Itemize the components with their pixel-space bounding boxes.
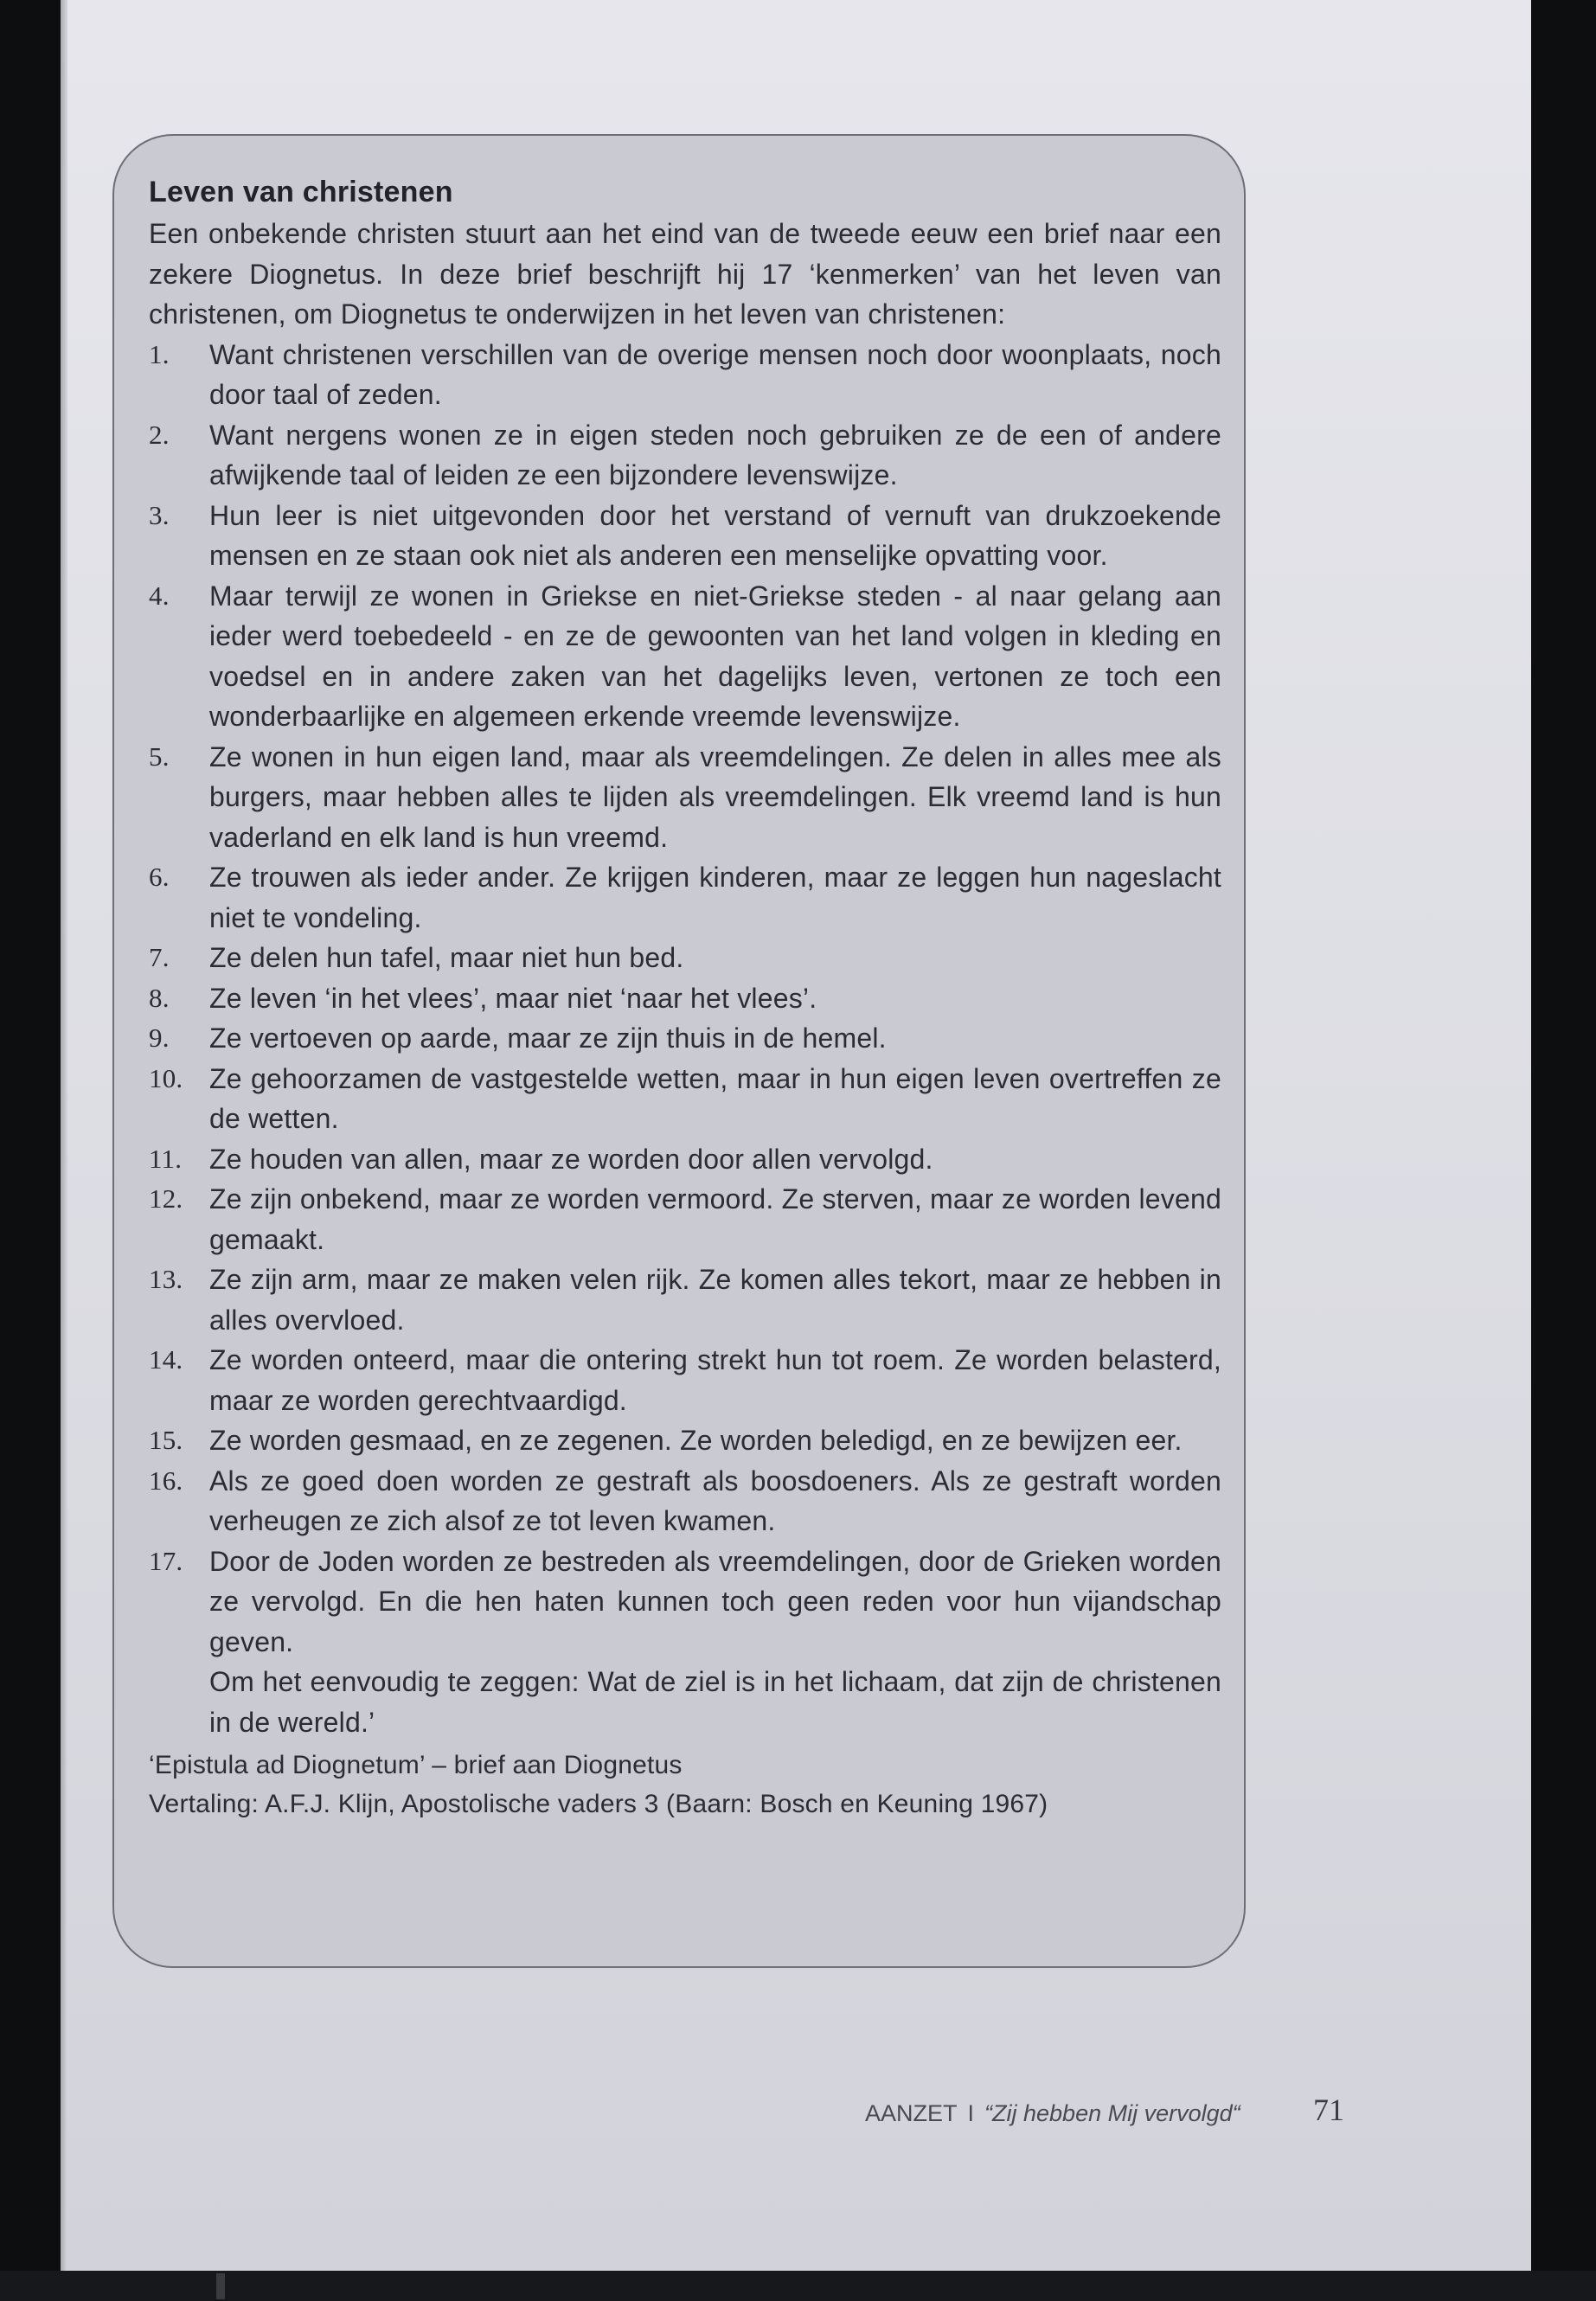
list-number: 3. <box>149 499 170 530</box>
source-title: ‘Epistula ad Diognetum’ – brief aan Diognetus <box>149 1751 683 1779</box>
list-item <box>149 576 1221 737</box>
list-item <box>149 496 1221 576</box>
list-item <box>149 938 1221 978</box>
list-text: Ze trouwen als ieder ander. Ze krijgen kinderen, maar ze leggen hun nageslacht niet te vondeling. <box>209 862 1221 933</box>
running-footer <box>865 2100 1240 2127</box>
list-text: Ze leven ‘in het vlees’, maar niet ‘naar het vlees’. <box>209 982 817 1014</box>
list-number: 14. <box>149 1344 183 1375</box>
list-text: Als ze goed doen worden ze gestraft als boosdoeners. Als ze gestraft worden verheugen ze zich alsof ze tot leven kwamen. <box>209 1465 1221 1536</box>
list-text: Hun leer is niet uitgevonden door het verstand of vernuft van drukzoekende mensen en ze staan ook niet als anderen een menselijke opvatting voor. <box>209 499 1221 571</box>
list-item <box>149 1259 1221 1340</box>
list-text: Want nergens wonen ze in eigen steden noch gebruiken ze de een of andere afwijkende taal of leiden ze een bijzondere levenswijze. <box>209 419 1221 490</box>
list-text: Ze vertoeven op aarde, maar ze zijn thuis in de hemel. <box>209 1022 887 1054</box>
list-item <box>149 737 1221 858</box>
box-title: Leven van christenen <box>149 176 453 208</box>
list-number: 2. <box>149 419 170 450</box>
page-edge <box>61 0 67 2271</box>
list-number: 7. <box>149 942 170 972</box>
list-number: 1. <box>149 338 170 369</box>
list-number: 17. <box>149 1545 183 1576</box>
list-text: Door de Joden worden ze bestreden als vreemdelingen, door de Grieken worden ze vervolgd. En die hen haten kunnen toch geen reden voor hun vijandschap geven. <box>209 1545 1221 1657</box>
list-text: Ze houden van allen, maar ze worden door allen vervolgd. <box>209 1143 933 1175</box>
intro-paragraph: Een onbekende christen stuurt aan het eind van de tweede eeuw een brief naar een zekere Diognetus. In deze brief beschrijft hij 17 ‘kenmerken’ van het leven van christenen, om Diognetus te onderwijzen in het leven van christenen: <box>149 218 1221 330</box>
footer-tagline: “Zij hebben Mij vervolgd“ <box>984 2100 1240 2126</box>
page-number: 71 <box>1313 2093 1344 2127</box>
list-text: Ze gehoorzamen de vastgestelde wetten, maar in hun eigen leven overtreffen ze de wetten. <box>209 1062 1221 1134</box>
source-translation: Vertaling: A.F.J. Klijn, Apostolische vaders 3 (Baarn: Bosch en Keuning 1967) <box>149 1790 1048 1818</box>
list-item <box>149 857 1221 938</box>
list-text: Ze worden gesmaad, en ze zegenen. Ze worden beledigd, en ze bewijzen eer. <box>209 1425 1183 1456</box>
list-number: 15. <box>149 1425 183 1455</box>
list-number: 16. <box>149 1465 183 1496</box>
list-item <box>149 335 1221 415</box>
list-number: 9. <box>149 1022 170 1053</box>
list-text: Ze worden onteerd, maar die ontering strekt hun tot roem. Ze worden belasterd, maar ze worden gerechtvaardigd. <box>209 1344 1221 1416</box>
text-box <box>112 134 1246 1968</box>
characteristics-list <box>149 335 1221 1663</box>
list-number: 12. <box>149 1183 183 1214</box>
list-item <box>149 1461 1221 1541</box>
list-item <box>149 1541 1221 1663</box>
list-item <box>149 1059 1221 1139</box>
list-number: 6. <box>149 862 170 892</box>
list-item <box>149 1340 1221 1420</box>
list-number: 13. <box>149 1264 183 1294</box>
list-text: Ze zijn onbekend, maar ze worden vermoord. Ze sterven, maar ze worden levend gemaakt. <box>209 1183 1221 1255</box>
list-item <box>149 1139 1221 1180</box>
list-text: Ze wonen in hun eigen land, maar als vreemdelingen. Ze delen in alles mee als burgers, maar hebben alles te lijden als vreemdelingen. Elk vreemd land is hun vaderland en elk land is hun vreemd. <box>209 740 1221 853</box>
list-text: Ze zijn arm, maar ze maken velen rijk. Ze komen alles tekort, maar ze hebben in alles overvloed. <box>209 1264 1221 1336</box>
text-box-content <box>149 170 1221 1823</box>
list-item <box>149 1179 1221 1259</box>
list-item <box>149 1018 1221 1059</box>
list-item <box>149 978 1221 1019</box>
list-item <box>149 1420 1221 1461</box>
list-number: 4. <box>149 580 170 611</box>
background-surface <box>0 2271 1596 2301</box>
footer-separator: I <box>967 2100 975 2126</box>
footer-section: AANZET <box>865 2100 958 2126</box>
list-number: 5. <box>149 740 170 772</box>
background-mark <box>216 2273 225 2299</box>
source-citation <box>149 1746 1221 1823</box>
list-text: Maar terwijl ze wonen in Griekse en niet-Griekse steden - al naar gelang aan ieder werd toebedeeld - en ze de gewoonten van het land volgen in kleding en voedsel en in andere zaken van het dagelijks leven, vertonen ze toch een wonderbaarlijke en algemeen erkende vreemde levenswijze. <box>209 580 1221 732</box>
list-number: 8. <box>149 982 170 1013</box>
list-number: 10. <box>149 1062 183 1093</box>
list-item <box>149 415 1221 496</box>
closing-quote: Om het eenvoudig te zeggen: Wat de ziel is in het lichaam, dat zijn de christenen in de wereld.’ <box>209 1666 1221 1738</box>
list-number: 11. <box>149 1143 183 1174</box>
list-text: Want christenen verschillen van de overige mensen noch door woonplaats, noch door taal of zeden. <box>209 338 1221 410</box>
list-text: Ze delen hun tafel, maar niet hun bed. <box>209 942 684 973</box>
